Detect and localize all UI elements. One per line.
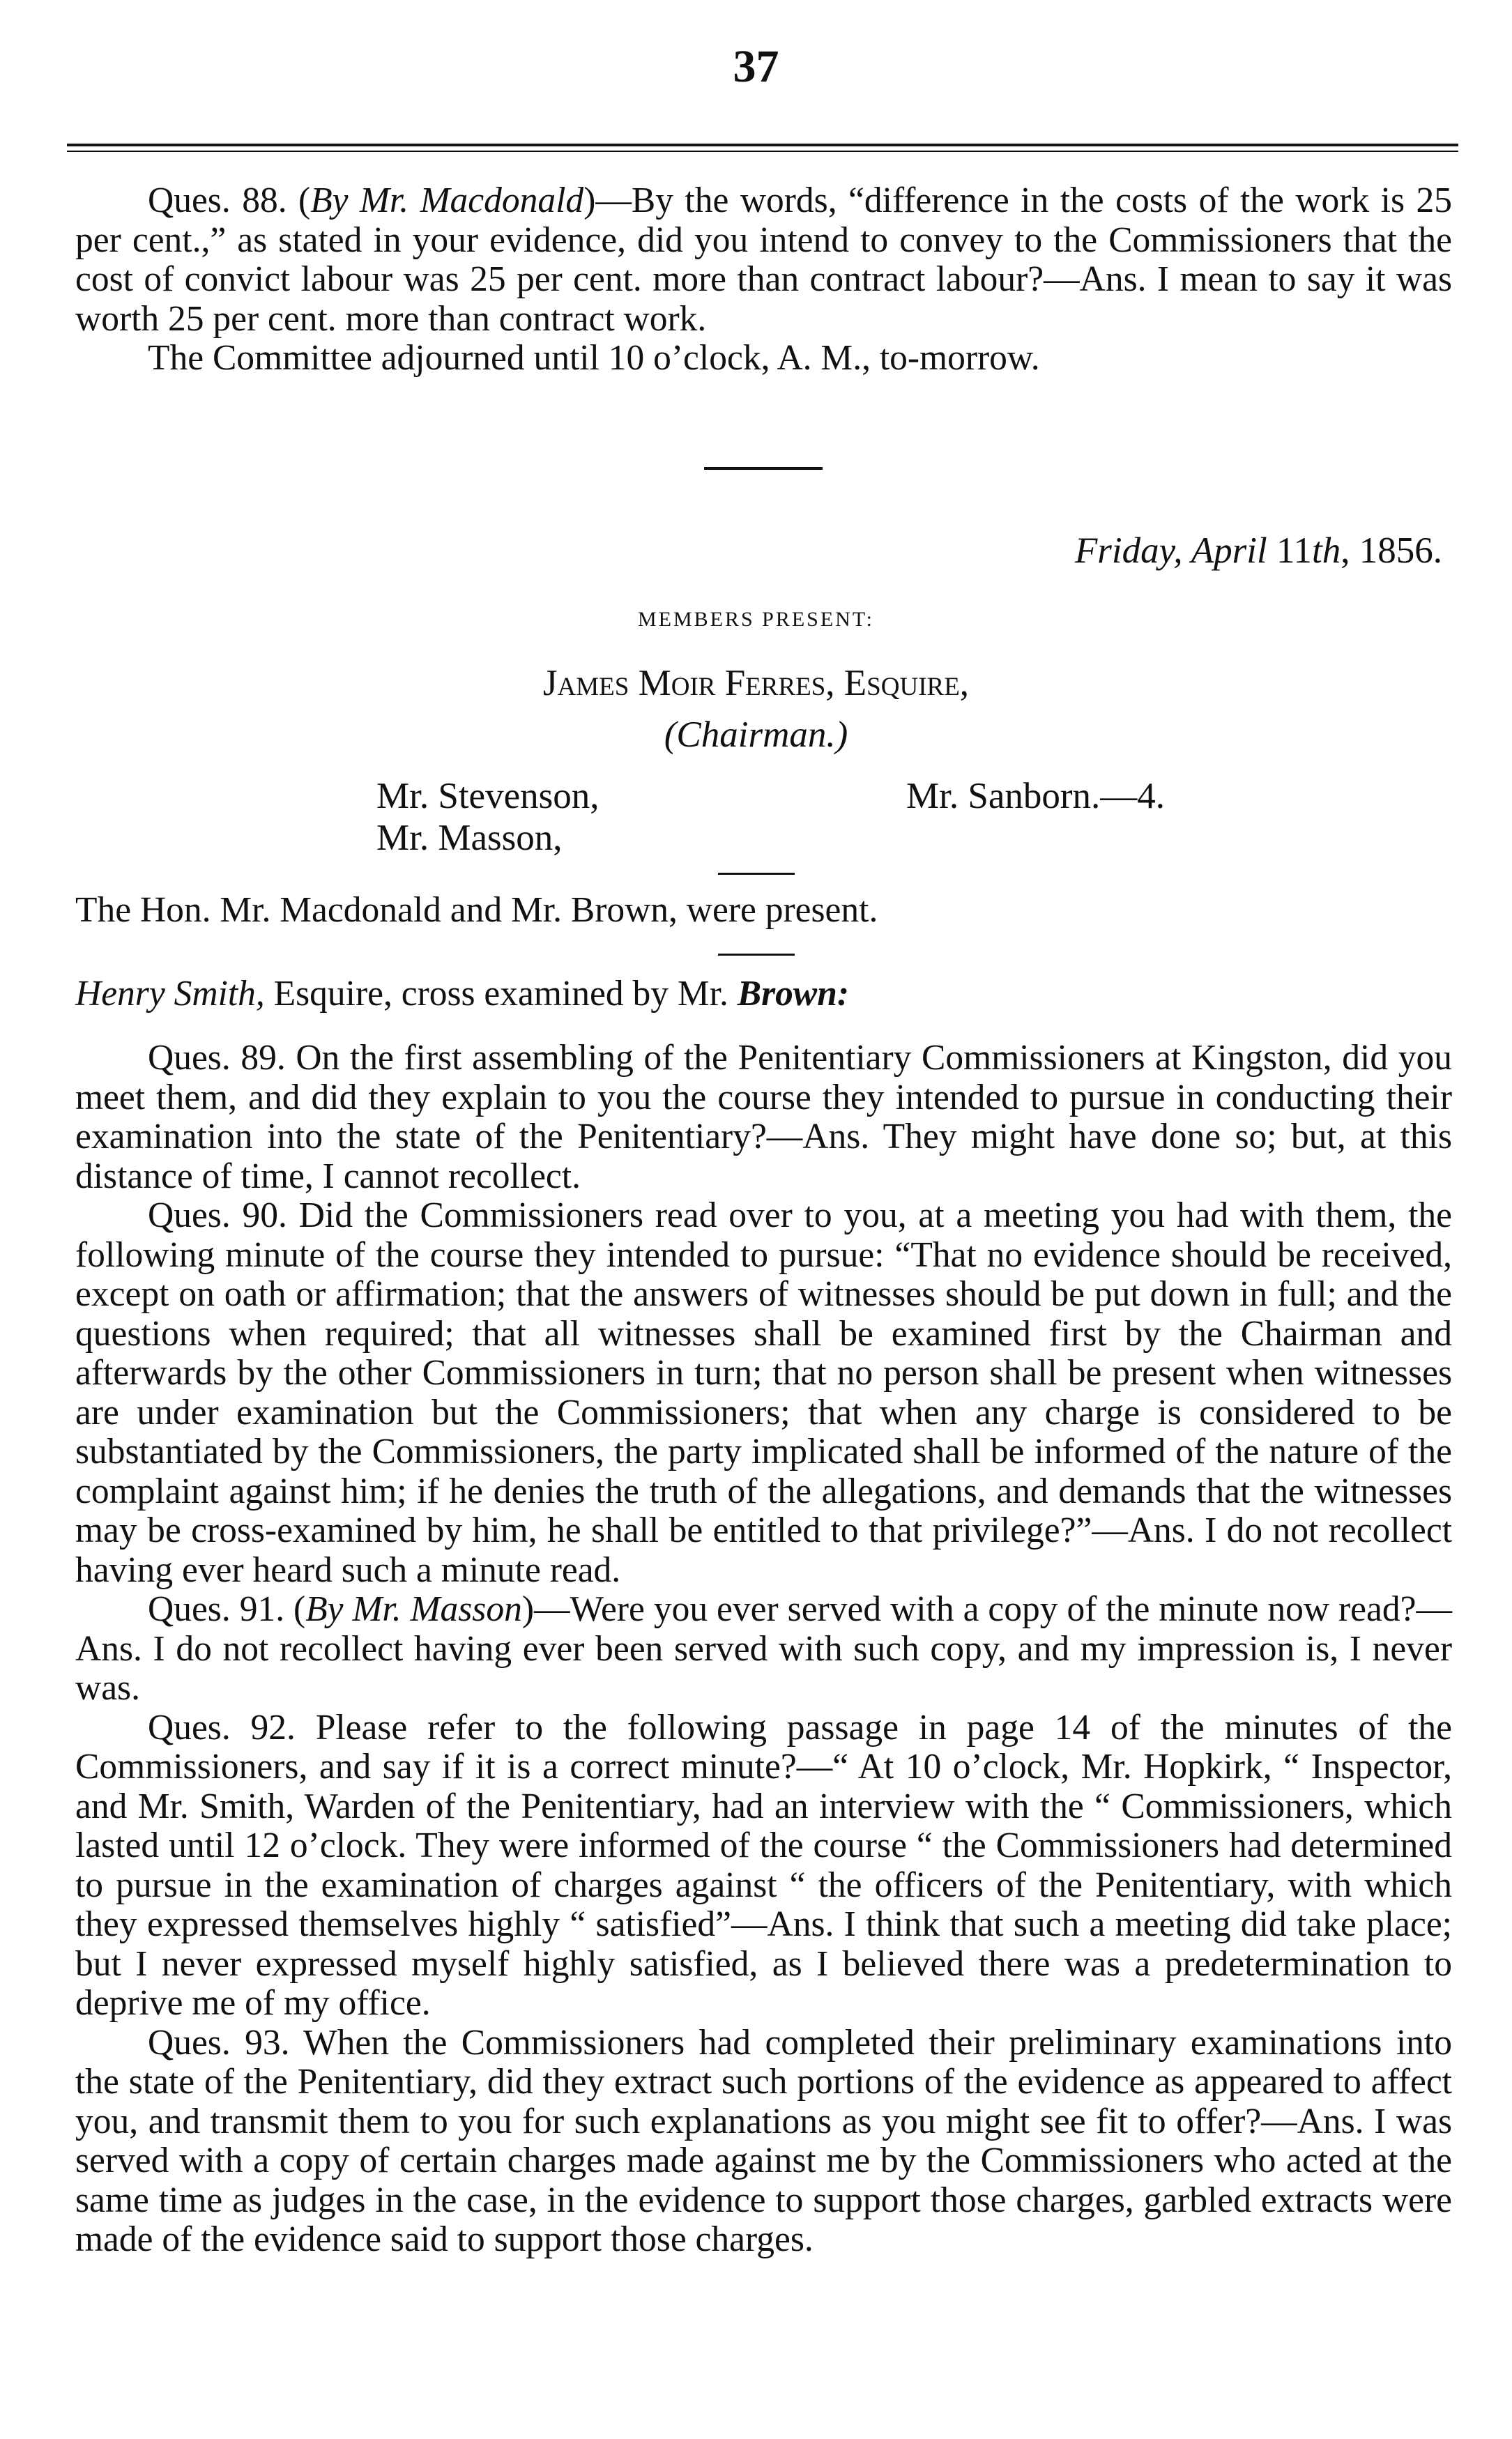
hon-present-text: The Hon. Mr. Macdonald and Mr. Brown, were present. xyxy=(75,890,878,930)
members-divider xyxy=(718,873,795,875)
witness-line xyxy=(75,974,1452,1014)
chairman-role: (Chairman.) xyxy=(664,714,848,755)
examiner-brown: Brown: xyxy=(737,974,850,1014)
paragraph-q93: Ques. 93. When the Commissioners had completed their preliminary examinations into the state of the Penitentiary, did they extract such portions of the evidence as appeared to affect you, and transmit them to you for such explanations as you might see fit to offer?—Ans. I was served with a copy of certain charges made against me by the Commissioners who acted at the same time as judges in the case, in the evidence to support those charges, garbled extracts were made of the evidence said to support those charges. xyxy=(75,2022,1452,2259)
block-q88 xyxy=(75,181,1452,379)
section-divider xyxy=(704,467,823,470)
witness-name: Henry Smith, xyxy=(75,974,265,1014)
witness-text: Henry Smith, Esquire, cross examined by Mr. Brown: xyxy=(75,974,850,1014)
adjournment-note: The Committee adjourned until 10 o’clock, A. M., to-morrow. xyxy=(148,338,1040,378)
paragraph-q92: Ques. 92. Please refer to the following passage in page 14 of the minutes of the Commissioners, and say if it is a correct minute?—“ At 10 o’clock, Mr. Hopkirk, “ Inspector, and Mr. Smith, Warden of the Penitentiary, had an interview with the “ Commissioners, which lasted until 12 o’clock. They were informed of the course “ the Commissioners had determined to pursue in the examination of charges against “ the officers of the Penitentiary, with which they expressed themselves highly “ satisfied”—Ans. I think that such a meeting did take place; but I never expressed myself highly satisfied, as I believed there was a predetermination to deprive me of my office. xyxy=(75,1707,1452,2023)
header-rule-top xyxy=(67,144,1458,146)
page-number: 37 xyxy=(733,41,779,92)
block-questions xyxy=(75,1039,1452,2260)
paragraph-q89: Ques. 89. On the first assembling of the Penitentiary Commissioners at Kingston, did you meet them, and did they explain to you the course they intended to pursue in conducting their examination into the state of the Penitentiary?—Ans. They might have done so; but, at this distance of time, I cannot recollect. xyxy=(75,1038,1452,1196)
members-present-label: MEMBERS PRESENT: xyxy=(637,608,875,631)
header-rule-bottom xyxy=(67,151,1458,152)
member-masson: Mr. Masson, xyxy=(376,818,563,858)
hon-present-line xyxy=(75,891,1452,931)
chairman-name: James Moir Ferres, Esquire, xyxy=(542,663,970,703)
session-date: Friday, April 11th, 1856. xyxy=(1074,530,1442,571)
paragraph-q90: Ques. 90. Did the Commissioners read over to you, at a meeting you had with them, the following minute of the course they intended to pursue: “That no evidence should be received, except on oath or affirmation; that the answers of witnesses should be put down in full; and the questions when required; that all witnesses shall be examined first by the Chairman and afterwards by the other Commissioners in turn; that no person shall be present when witnesses are under examination but the Commissioners; that when any charge is considered to be substantiated by the Commissioners, the party implicated shall be informed of the nature of the complaint against him; if he denies the truth of the allegations, and demands that the witnesses may be cross-examined by him, he shall be entitled to that privilege?”—Ans. I do not recollect having ever heard such a minute read. xyxy=(75,1195,1452,1590)
member-sanborn: Mr. Sanborn.—4. xyxy=(906,776,1165,816)
examiner-name: By Mr. Masson xyxy=(305,1589,522,1629)
member-stevenson: Mr. Stevenson, xyxy=(376,776,600,816)
witness-divider xyxy=(718,954,795,956)
paragraph-q88: Ques. 88. (By Mr. Macdonald)—By the words, “difference in the costs of the work is 25 per cent.,” as stated in your evidence, did you intend to convey to the Commissioners that the cost of convict labour was 25 per cent. more than contract labour?—Ans. I mean to say it was worth 25 per cent. more than contract work. xyxy=(75,181,1453,339)
examiner-name: By Mr. Macdonald xyxy=(310,181,584,220)
paragraph-q91: Ques. 91. (By Mr. Masson)—Were you ever served with a copy of the minute now read?—Ans. I do not recollect having ever been served with such copy, and my impression is, I never was. xyxy=(75,1589,1452,1708)
